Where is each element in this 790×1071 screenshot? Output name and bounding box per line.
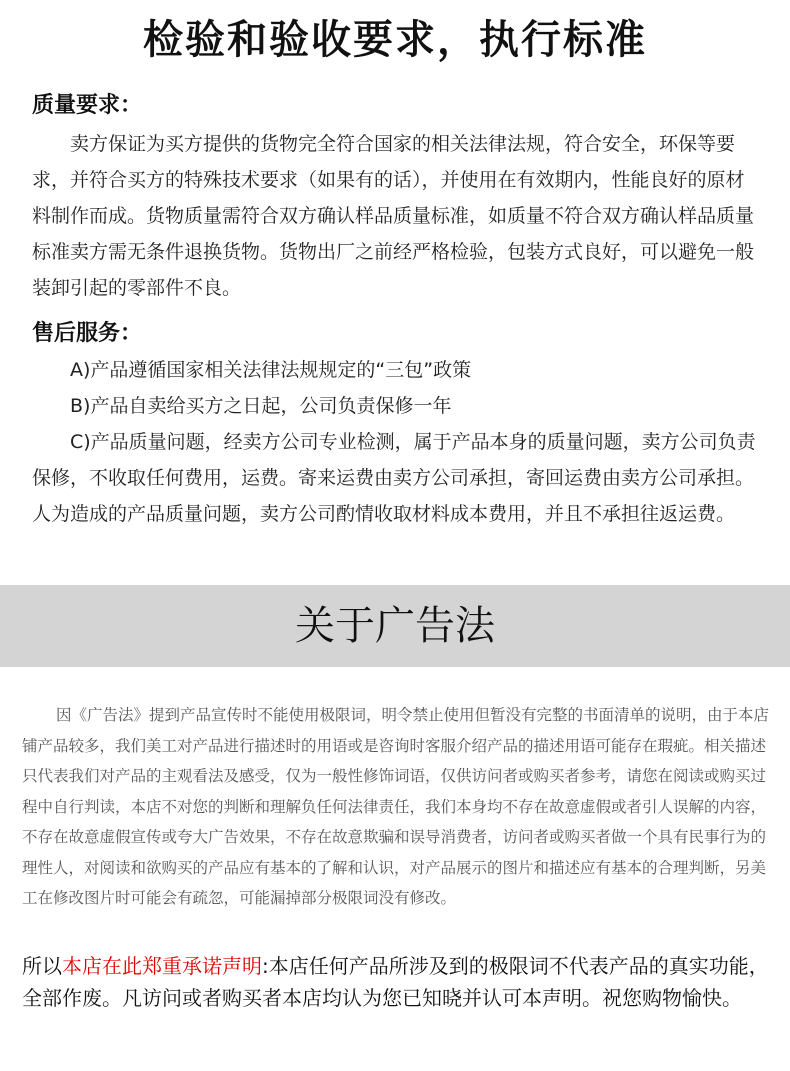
page-title: 检验和验收要求，执行标准 — [143, 17, 647, 63]
declaration-prefix: 所以 — [22, 954, 62, 978]
quality-heading: 质量要求： — [32, 93, 143, 118]
ad-law-title: 关于广告法 — [295, 603, 495, 649]
after-sales-item-c: C)产品质量问题，经卖方公司专业检测，属于产品本身的质量问题，卖方公司负责保修，不收取任何费用，运费。寄来运费由卖方公司承担，寄回运费由卖方公司承担。人为造成的产品质量问题，卖方公司酌情收取材料成本费用，并且不承担往返运费。 — [32, 431, 756, 525]
ad-law-paragraph: 因《广告法》提到产品宣传时不能使用极限词，明令禁止使用但暂没有完整的书面清单的说明，由于本店铺产品较多，我们美工对产品进行描述时的用语或是咨询时客服介绍产品的描述用语可能存在瑕疵。相关描述只代表我们对产品的主观看法及感受，仅为一般性修饰词语，仅供访问者或购买者参考，请您在阅读或购买过程中自行判读，本店不对您的判断和理解负任何法律责任，我们本身均不存在故意虚假或者引人误解的内容，不存在故意虚假宣传或夸大广告效果，不存在故意欺骗和误导消费者，访问者或购买者做一个具有民事行为的理性人，对阅读和欲购买的产品应有基本的了解和认识，对产品展示的图片和描述应有基本的合理判断，另美工在修改图片时可能会有疏忽，可能漏掉部分极限词没有修改。 — [22, 706, 770, 907]
quality-paragraph: 卖方保证为买方提供的货物完全符合国家的相关法律法规，符合安全，环保等要求，并符合买方的特殊技术要求（如果有的话），并使用在有效期内，性能良好的原材料制作而成。货物质量需符合双方确认样品质量标准，如质量不符合双方确认样品质量标准卖方需无条件退换货物。货物出厂之前经严格检验，包装方式良好，可以避免一般装卸引起的零部件不良。 — [32, 133, 755, 299]
after-sales-heading: 售后服务： — [32, 321, 143, 346]
ad-law-banner — [0, 585, 790, 667]
after-sales-item-a: A)产品遵循国家相关法律法规规定的“三包”政策 — [70, 359, 472, 381]
declaration-highlight: 本店在此郑重承诺声明 — [62, 954, 262, 978]
declaration-body: :本店任何产品所涉及到的极限词不代表产品的真实功能，全部作废。凡访问或者购买者本店均认为您已知晓并认可本声明。祝您购物愉快。 — [22, 954, 769, 1010]
store-declaration — [22, 950, 782, 1014]
after-sales-item-b: B)产品自卖给买方之日起，公司负责保修一年 — [70, 395, 452, 417]
